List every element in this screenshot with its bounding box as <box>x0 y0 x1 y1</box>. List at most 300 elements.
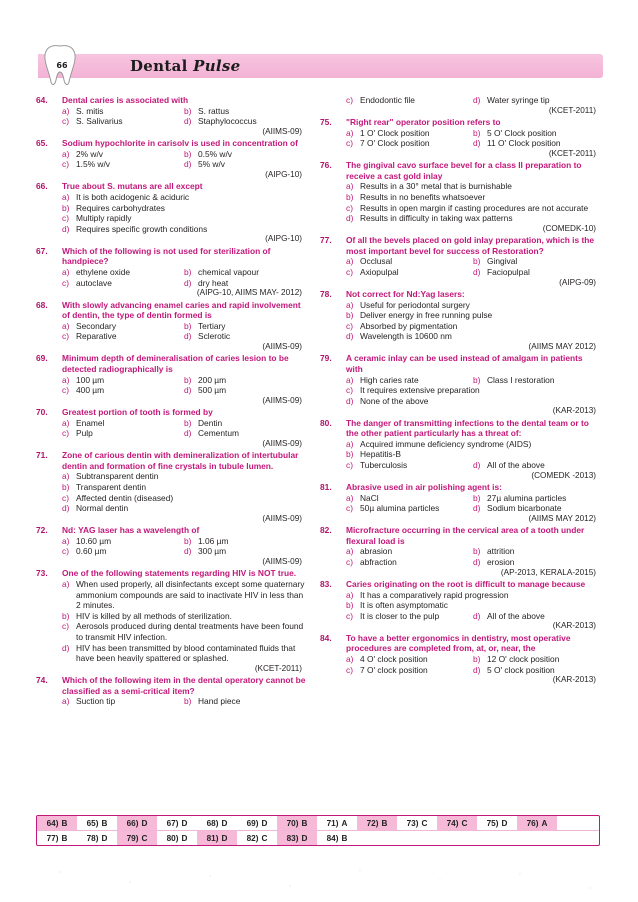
answer-option <box>184 375 306 386</box>
option-row <box>62 536 306 547</box>
question-stem <box>36 138 306 149</box>
option-letter: c) <box>346 557 353 568</box>
answer-option <box>62 106 184 117</box>
answer-number: 82) <box>246 833 259 843</box>
option-text: 5 O' Clock position <box>487 127 557 138</box>
answer-option <box>184 321 306 332</box>
question-stem <box>320 289 600 300</box>
question-number: 64. <box>36 95 48 105</box>
option-letter: a) <box>346 374 354 385</box>
question-text: "Right rear" operator position refers to <box>346 117 501 127</box>
option-text: Secondary <box>76 320 117 331</box>
option-list <box>346 181 600 223</box>
option-row <box>346 546 600 557</box>
answer-cell <box>517 816 557 830</box>
question-text: Of all the bevels placed on gold inlay preparation, which is the most important bevel for success of Restoration? <box>346 235 595 256</box>
answer-option <box>346 192 600 203</box>
option-text: 300 µm <box>198 546 227 557</box>
question-stem <box>320 482 600 493</box>
option-letter: b) <box>184 105 192 116</box>
option-letter: b) <box>346 310 354 321</box>
option-text: Deliver energy in free running pulse <box>360 310 493 321</box>
answer-option <box>346 385 600 396</box>
answer-option <box>62 203 306 214</box>
option-list <box>62 471 306 513</box>
answer-option <box>184 106 306 117</box>
option-text: Useful for periodontal surgery <box>360 299 470 310</box>
option-text: 1.5% w/v <box>76 159 110 170</box>
answer-letter: B <box>301 818 308 828</box>
question-block <box>36 95 306 137</box>
answer-letter: D <box>101 833 108 843</box>
exam-source: (AP-2013, KERALA-2015) <box>500 567 596 577</box>
answer-option <box>346 203 600 214</box>
option-letter: d) <box>473 557 481 568</box>
option-row <box>346 654 600 665</box>
answer-letter: C <box>461 818 468 828</box>
question-text: A ceramic inlay can be used instead of amalgam in patients with <box>346 353 583 374</box>
option-list <box>62 192 306 234</box>
option-text: Multiply rapidly <box>76 213 132 224</box>
option-letter: c) <box>62 277 69 288</box>
option-letter: a) <box>62 191 70 202</box>
option-text: 400 µm <box>76 385 105 396</box>
option-letter: c) <box>62 621 69 632</box>
exam-source: (AIIMS MAY 2012) <box>528 513 596 523</box>
answer-number: 76) <box>526 818 539 828</box>
option-letter: b) <box>184 696 192 707</box>
question-block <box>320 482 600 524</box>
question-number: 84. <box>320 632 332 643</box>
question-block <box>36 181 306 244</box>
exam-source: (AIPG-09) <box>559 277 596 287</box>
answer-option <box>62 546 184 557</box>
option-list <box>346 128 600 149</box>
question-text: Abrasive used in air polishing agent is: <box>346 482 502 493</box>
option-text: It has a comparatively rapid progression <box>360 589 509 600</box>
question-block <box>36 138 306 180</box>
question-block <box>36 246 306 299</box>
option-text: Endodontic file <box>360 95 415 105</box>
question-text: Greatest portion of tooth is formed by <box>62 407 213 418</box>
answer-letter: C <box>421 818 428 828</box>
question-number: 78. <box>320 288 332 299</box>
option-letter: b) <box>473 546 481 557</box>
answer-letter: D <box>261 818 268 828</box>
option-text: Results in open margin if casting procedures are not accurate <box>360 202 589 213</box>
question-number: 73. <box>36 568 48 579</box>
answer-option <box>184 385 306 396</box>
answer-letter: D <box>181 818 188 828</box>
answer-number: 68) <box>206 818 219 828</box>
option-row <box>346 181 600 192</box>
answer-cell <box>37 831 77 845</box>
question-text: To have a better ergonomics in dentistry, most operative procedures are completed from, at, or, near, the <box>346 632 571 654</box>
page-header <box>38 40 603 88</box>
answer-letter: A <box>341 818 348 828</box>
answer-option <box>184 331 306 342</box>
option-row <box>346 300 600 311</box>
answer-option <box>62 482 306 493</box>
option-letter: a) <box>62 417 70 428</box>
option-row <box>62 611 306 622</box>
question-number: 80. <box>320 417 332 428</box>
question-block <box>320 633 600 686</box>
exam-source: (KAR-2013) <box>552 621 596 631</box>
option-letter: c) <box>346 320 353 331</box>
option-letter: d) <box>473 610 481 621</box>
answer-cell <box>317 831 357 845</box>
answer-option <box>62 331 184 342</box>
option-letter: c) <box>62 116 69 127</box>
option-text: Normal dentin <box>76 503 129 514</box>
answer-option <box>346 213 600 224</box>
answer-letter: D <box>181 833 188 843</box>
option-letter: c) <box>346 266 353 277</box>
option-text: dry heat <box>198 277 229 288</box>
option-letter: c) <box>62 546 69 557</box>
answer-option <box>346 654 473 665</box>
question-stem <box>36 675 306 696</box>
option-letter: d) <box>184 546 192 557</box>
question-text: Sodium hypochlorite in carisolv is used in concentration of <box>62 138 298 149</box>
option-letter: b) <box>346 191 354 202</box>
question-stem <box>320 579 600 590</box>
question-number: 65. <box>36 138 48 149</box>
option-letter: a) <box>62 266 70 277</box>
option-row <box>62 621 306 642</box>
option-text: attrition <box>487 546 515 557</box>
option-text: 5% w/v <box>198 159 225 170</box>
question-stem <box>36 246 306 267</box>
answer-option <box>346 300 600 311</box>
answer-cell <box>317 816 357 830</box>
answer-option <box>346 503 473 514</box>
exam-source: (AIIMS-09) <box>262 126 302 136</box>
option-letter: a) <box>62 105 70 116</box>
exam-source: (KAR-2013) <box>552 675 596 685</box>
option-text: autoclave <box>76 277 112 288</box>
option-row <box>62 213 306 224</box>
answer-option <box>62 493 306 504</box>
option-text: It is closer to the pulp <box>360 610 440 621</box>
question-text: Caries originating on the root is difficult to manage because <box>346 579 586 590</box>
answer-option <box>346 611 473 622</box>
answer-option <box>473 460 600 471</box>
option-letter: d) <box>473 460 481 471</box>
option-letter: d) <box>346 213 354 224</box>
option-text: Occlusal <box>360 256 393 267</box>
option-letter: a) <box>346 181 354 192</box>
option-row <box>346 331 600 342</box>
answer-option <box>346 396 600 407</box>
answer-cell <box>37 816 77 830</box>
option-row <box>346 611 600 622</box>
option-row <box>62 331 306 342</box>
question-block <box>36 407 306 449</box>
question-text: The gingival cavo surface bevel for a class II preparation to receive a cast gold inlay <box>346 160 582 181</box>
answer-letter: B <box>101 818 108 828</box>
option-letter: d) <box>473 266 481 277</box>
option-text: HIV has been transmitted by blood contaminated fluids that have been heavily spattered or splashed. <box>76 642 296 664</box>
option-letter: c) <box>346 503 353 514</box>
option-text: Faciopulpal <box>487 266 530 277</box>
option-letter: d) <box>62 223 70 234</box>
option-row <box>62 503 306 514</box>
question-number: 70. <box>36 407 48 418</box>
answer-letter: B <box>341 833 348 843</box>
option-row <box>62 321 306 332</box>
answer-number: 71) <box>326 818 339 828</box>
option-text: 11 O' Clock position <box>487 138 561 149</box>
answer-option <box>346 181 600 192</box>
question-block <box>36 568 306 674</box>
option-row <box>62 482 306 493</box>
answer-cell <box>357 816 397 830</box>
exam-source: (AIIMS-09) <box>262 341 302 351</box>
option-row <box>62 278 306 289</box>
answer-cell <box>397 816 437 830</box>
option-letter: d) <box>184 331 192 342</box>
option-letter: a) <box>346 546 354 557</box>
answer-letter: D <box>501 818 508 828</box>
option-row <box>62 418 306 429</box>
answer-number: 69) <box>246 818 259 828</box>
question-block <box>320 160 600 234</box>
option-text: abfraction <box>360 557 397 568</box>
option-list <box>62 106 306 127</box>
option-list <box>346 439 600 471</box>
answer-option <box>62 375 184 386</box>
option-text: Transparent dentin <box>76 482 146 493</box>
option-text: 50µ alumina particles <box>360 503 440 514</box>
answer-letter: D <box>221 818 228 828</box>
option-list <box>62 696 306 707</box>
answer-option <box>346 310 600 321</box>
page-title <box>130 54 241 78</box>
option-text: 27µ alumina particles <box>487 492 567 503</box>
question-block <box>320 95 600 116</box>
option-letter: b) <box>473 374 481 385</box>
option-letter: c) <box>62 385 69 396</box>
option-letter: d) <box>473 664 481 675</box>
option-text: Sclerotic <box>198 331 231 342</box>
option-text: 10.60 µm <box>76 535 112 546</box>
option-text: 2% w/v <box>76 148 103 159</box>
answer-cell <box>77 831 117 845</box>
answer-option <box>346 493 473 504</box>
exam-source: (AIIMS MAY 2012) <box>528 341 596 351</box>
answer-option <box>62 579 306 611</box>
answer-cell <box>157 816 197 830</box>
option-row <box>346 375 600 386</box>
answer-row <box>37 816 599 831</box>
option-letter: b) <box>473 654 481 664</box>
answer-option <box>62 321 184 332</box>
answer-cell <box>197 816 237 830</box>
option-text: 1 O' Clock position <box>360 127 430 138</box>
option-text: Class I restoration <box>487 374 555 385</box>
option-letter: c) <box>346 664 353 675</box>
answer-number: 77) <box>46 833 59 843</box>
answer-option <box>184 278 306 289</box>
answer-option <box>346 665 473 676</box>
answer-number: 81) <box>206 833 219 843</box>
answer-cell <box>277 831 317 845</box>
option-letter: d) <box>184 159 192 170</box>
question-stem <box>36 525 306 536</box>
option-list <box>346 300 600 342</box>
exam-source: (AIPG-10, AIIMS MAY- 2012) <box>196 288 302 298</box>
answer-letter: D <box>221 833 228 843</box>
option-list <box>346 654 600 675</box>
answer-option <box>184 418 306 429</box>
option-list <box>346 546 600 567</box>
answer-row <box>37 831 599 845</box>
question-text: Minimum depth of demineralisation of caries lesion to be detected radiographically is <box>62 353 289 374</box>
option-text: 7 O' Clock position <box>360 138 430 149</box>
option-text: Results in difficulty in taking wax patterns <box>360 213 513 224</box>
option-list <box>62 149 306 170</box>
answer-cell <box>117 816 157 830</box>
option-row <box>62 267 306 278</box>
option-letter: a) <box>346 127 354 138</box>
option-row <box>346 557 600 568</box>
option-letter: b) <box>473 492 481 503</box>
option-row <box>346 95 600 106</box>
answer-key <box>36 815 600 846</box>
title-main: Dental <box>130 57 194 75</box>
option-text: Absorbed by pigmentation <box>360 320 458 331</box>
option-row <box>346 213 600 224</box>
answer-option <box>184 696 306 707</box>
question-block <box>320 579 600 632</box>
option-list <box>346 256 600 277</box>
option-text: 200 µm <box>198 374 227 385</box>
question-number: 81. <box>320 482 332 493</box>
question-stem <box>320 633 600 654</box>
option-letter: a) <box>62 374 70 385</box>
option-text: S. mitis <box>76 105 104 116</box>
option-text: Wavelength is 10600 nm <box>360 331 452 342</box>
option-text: chemical vapour <box>198 266 259 277</box>
question-stem <box>36 95 306 106</box>
option-text: Suction tip <box>76 696 116 707</box>
option-row <box>346 256 600 267</box>
option-row <box>346 590 600 601</box>
option-row <box>62 375 306 386</box>
question-stem <box>36 300 306 321</box>
option-row <box>346 385 600 396</box>
option-letter: a) <box>62 696 70 707</box>
answer-option <box>346 138 473 149</box>
answer-option <box>62 428 184 439</box>
option-text: Affected dentin (diseased) <box>76 492 174 503</box>
option-letter: a) <box>62 471 70 482</box>
option-letter: d) <box>473 138 481 149</box>
answer-option <box>62 224 306 235</box>
answer-option <box>346 128 473 139</box>
option-text: All of the above <box>487 610 545 621</box>
option-row <box>346 203 600 214</box>
answer-option <box>62 621 306 642</box>
option-text: Gingival <box>487 256 518 267</box>
title-script: Pulse <box>193 57 241 75</box>
option-letter: d) <box>346 331 354 342</box>
answer-option <box>62 385 184 396</box>
answer-option <box>184 149 306 160</box>
answer-letter: C <box>141 833 148 843</box>
question-number: 83. <box>320 579 332 590</box>
option-row <box>62 696 306 707</box>
option-letter: a) <box>62 579 70 590</box>
question-block <box>320 353 600 416</box>
option-row <box>346 665 600 676</box>
option-text: Hand piece <box>198 696 241 707</box>
option-text: 1.06 µm <box>198 535 229 546</box>
option-row <box>62 428 306 439</box>
option-text: ethylene oxide <box>76 266 131 277</box>
question-stem <box>320 525 600 546</box>
option-row <box>62 546 306 557</box>
answer-option <box>62 611 306 622</box>
option-row <box>346 600 600 611</box>
answer-option <box>184 116 306 127</box>
option-letter: b) <box>473 127 481 138</box>
answer-option <box>62 503 306 514</box>
option-row <box>346 439 600 450</box>
answer-number: 84) <box>326 833 339 843</box>
answer-option <box>62 643 306 664</box>
answer-option <box>346 256 473 267</box>
option-list <box>346 375 600 407</box>
option-text: 4 O' clock position <box>360 654 428 664</box>
exam-source: (AIIMS-09) <box>262 395 302 405</box>
option-text: 7 O' clock position <box>360 664 428 675</box>
answer-option <box>473 267 600 278</box>
option-row <box>62 159 306 170</box>
option-letter: b) <box>346 449 354 460</box>
option-text: When used properly, all disinfectants except some quaternary ammonium compounds are said to inactivate HIV in less than 2 minutes. <box>76 579 305 611</box>
header-band <box>38 54 603 78</box>
question-number: 79. <box>320 353 332 364</box>
answer-option <box>346 546 473 557</box>
option-row <box>346 267 600 278</box>
option-text: 0.60 µm <box>76 546 107 557</box>
question-text: True about S. mutans are all except <box>62 181 203 192</box>
option-letter: b) <box>473 256 481 267</box>
option-row <box>62 149 306 160</box>
answer-option <box>346 321 600 332</box>
question-text: Which of the following is not used for sterilization of handpiece? <box>62 245 271 267</box>
answer-letter: A <box>541 818 548 828</box>
answer-letter: D <box>141 818 148 828</box>
question-text: Microfracture occurring in the cervical area of a tooth under flexural load is <box>346 525 585 546</box>
answer-number: 72) <box>366 818 379 828</box>
answer-number: 70) <box>286 818 299 828</box>
right-question-column <box>320 95 600 687</box>
answer-option <box>473 256 600 267</box>
option-row <box>62 192 306 203</box>
question-block <box>36 525 306 567</box>
question-number: 76. <box>320 160 332 171</box>
answer-option <box>473 557 600 568</box>
option-row <box>62 203 306 214</box>
answer-option <box>473 611 600 622</box>
answer-number: 64) <box>46 818 59 828</box>
option-letter: c) <box>62 331 69 342</box>
option-letter: c) <box>62 159 69 170</box>
